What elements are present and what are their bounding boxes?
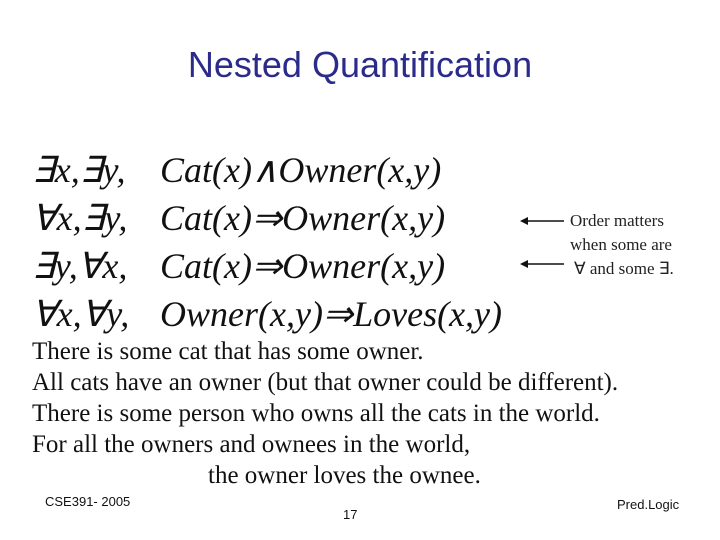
order-note — [570, 209, 710, 281]
note-arrows — [518, 210, 566, 270]
english-explanations — [32, 336, 712, 491]
arrow-left-icon — [520, 260, 564, 268]
formula-2-quantifiers: ∀x,∃y, — [32, 198, 128, 238]
formula-4 — [32, 292, 502, 336]
formula-3-quantifiers: ∃y,∀x, — [32, 246, 128, 286]
note-line: Order matters — [570, 211, 664, 230]
explanation-line: the owner loves the ownee. — [208, 462, 481, 489]
explanation-line: All cats have an owner (but that owner could be different). — [32, 369, 619, 396]
note-line: when some are — [570, 235, 672, 254]
formula-2 — [32, 196, 445, 240]
arrow-left-icon — [520, 217, 564, 225]
formula-3-body: Cat(x)⇒Owner(x,y) — [160, 246, 446, 286]
slide-title: Nested Quantification — [187, 44, 533, 85]
footer-topic: Pred.Logic — [617, 497, 680, 512]
formula-4-quantifiers: ∀x,∀y, — [32, 294, 130, 334]
explanation-line: There is some person who owns all the cats in the world. — [32, 400, 600, 427]
footer-page-number: 17 — [343, 507, 358, 522]
footer-course: CSE391- 2005 — [45, 494, 131, 509]
explanation-line: There is some cat that has some owner. — [32, 338, 424, 365]
formula-1 — [32, 148, 441, 192]
formula-3 — [32, 244, 445, 288]
formula-1-body: Cat(x)∧Owner(x,y) — [160, 150, 442, 190]
formula-2-body: Cat(x)⇒Owner(x,y) — [160, 198, 446, 238]
explanation-line: For all the owners and ownees in the world, — [32, 431, 471, 458]
note-line: ∀ and some ∃. — [574, 259, 674, 278]
formula-1-quantifiers: ∃x,∃y, — [32, 150, 126, 190]
formula-4-body: Owner(x,y)⇒Loves(x,y) — [160, 294, 503, 334]
